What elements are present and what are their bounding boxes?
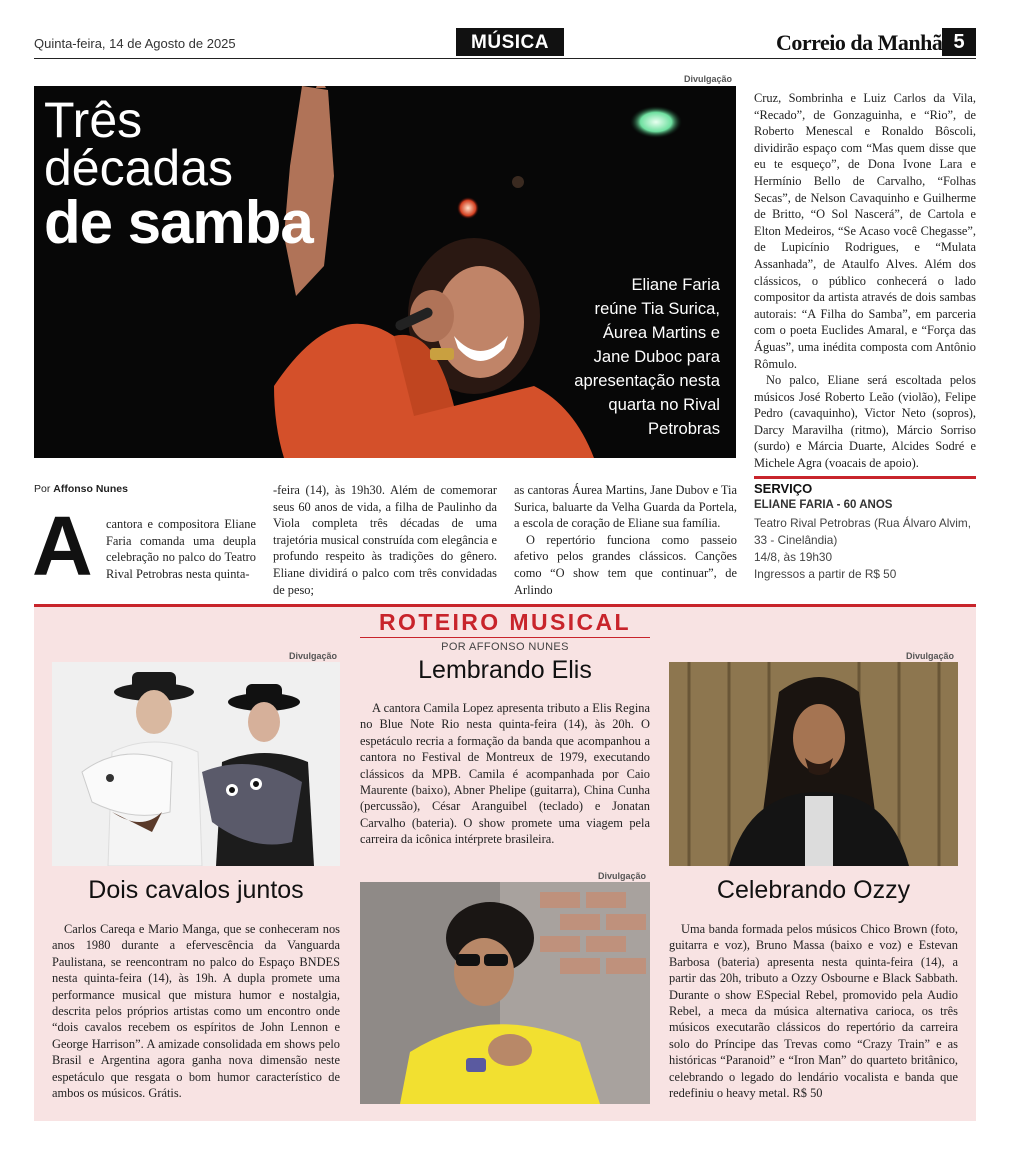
servico-rule [754,476,976,479]
byline-author: Affonso Nunes [53,483,128,495]
servico-event: ELIANE FARIA - 60 ANOS [754,499,893,511]
item2-text [360,700,650,848]
item3-text [669,921,958,1101]
byline-prefix: Por [34,483,51,495]
item1-text-p: Carlos Careqa e Mario Manga, que se conheceram nos anos 1980 durante a efervescência da Vanguarda Paulistana, se reencontram no palco do Espaço BNDES nesta quinta-feira (14), às 19h. A dupla promete uma performance musical que mistura humor e nostalgia, descrita pelos próprios artistas como um encontro onde “dois cavalos recebem os espíritos de John Lennon e George Harrison”. A amizade consolidada em shows pelo Brasil e Argentina agora ganha nova dimensão neste espetáculo que resgata o bom humor característico de ambos os músicos. Grátis. [52,922,340,1101]
hero-title-line2: décadas [44,140,234,196]
servico-when: 14/8, às 19h30 [754,550,833,564]
hero-lead-line: quarta no Rival [608,395,720,414]
item1-text [52,921,340,1101]
item3-text-p: Uma banda formada pelos músicos Chico Brown (foto, guitarra e voz), Bruno Massa (baixo e voz) e Estevan Barbosa (bateria) apresenta nesta quinta-feira (14), a partir das 20h, tributo a Ozzy Osbourne e Black Sabbath. Durante o show ESpecial Rebel, promovido pela Audio Rebel, a meca da música alternativa carioca, os três músicos executarão clássicos do repertório da carreira solo do Príncipe das Trevas como “Crazy Train” e as históricas “Paranoid” e “Iron Man” do quarteto britânico, celebrando o legado do lendário vocalista e banda que redefiniu o heavy metal. R$ 50 [669,922,958,1101]
item3-photo-illustration [669,662,958,866]
servico-details [754,515,976,583]
hero-title-line3: de samba [44,189,313,256]
article-col3-p2: O repertório funciona como passeio afetivo pelos grandes clássicos. Canções como “O show tem que continuar”, de Arlindo [514,532,737,597]
drop-cap: A [32,499,93,593]
article-col3 [514,482,737,598]
item2-title: Lembrando Elis [418,656,592,684]
section-badge: MÚSICA [456,28,564,56]
hero-photo-credit: Divulgação [684,74,733,84]
hero-lead-line: Áurea Martins e [602,323,720,342]
newspaper-brand: Correio da Manhã [776,30,943,55]
item2-text-p: A cantora Camila Lopez apresenta tributo a Elis Regina no Blue Note Rio nesta quinta-feira (14), às 20h. O espetáculo recria a formação da banda que acompanhou a cantora no Festival de Montreux de 1979, executando clássicos da MPB. Camila é acompanhada por Caio Maurente (baixo), Abner Phelipe (guitarra), China Cunha (percussão), César Aranguibel (teclado) e Jonatan Carvalho (bateria). O show promete uma viagem pela carreira da icônica intérprete brasileira. [360,701,650,847]
item1-photo [52,662,340,866]
servico-price: Ingressos a partir de R$ 50 [754,567,897,581]
item3-photo-credit: Divulgação [906,651,955,661]
article-col4-p1: Cruz, Sombrinha e Luiz Carlos da Vila, “Recado”, de Gonzaguinha, e “Rio”, de Roberto Menescal e Ronaldo Bôscoli, dividirão espaço com “Mas quem disse que eu te esqueço”, de Dona Ivone Lara e Hermínio Bello de Carvalho, “Folhas Secas”, de Nelson Cavaquinho e Guilherme de Britto, “O Sol Nascerá”, de Cartola e Elton Medeiros, “Se Acaso você Chegasse”, de Lupicínio Rodrigues, e “Mulata Assanhada”, de Ataulfo Alves. Além dos clássicos, o público conhecerá o lado compositor da artista através de dois sambas autorais: “A Filha do Samba”, em parceria com o poeta Euclides Amaral, e “Força das Águas”, uma inédita composta com Antônio Rômulo. [754,91,976,371]
article-col4-p2: No palco, Eliane será escoltada pelos músicos José Roberto Leão (violão), Felipe Pedro (cavaquinho), Victor Neto (sopros), Darcy Maravilha (ritmo), Márcio Sorriso (surdo) e Márcia Duarte, Alcides Sodré e Michele Agra (voacais de apoio). [754,373,976,471]
hero-lead-line: Petrobras [648,419,720,438]
item1-photo-credit: Divulgação [289,651,338,661]
item2-photo-credit: Divulgação [598,871,647,881]
item2-photo-illustration [360,882,650,1104]
hero-lead-line: reúne Tia Surica, [594,299,720,318]
item1-photo-illustration [52,662,340,866]
hero-lead [520,273,720,441]
servico-heading: SERVIÇO [754,481,813,496]
roteiro-title: ROTEIRO MUSICAL [379,609,631,635]
roteiro-title-underline [360,637,650,638]
roteiro-byline: POR AFFONSO NUNES [441,641,569,653]
servico-venue: Teatro Rival Petrobras (Rua Álvaro Alvim, 33 - Cinelândia) [754,516,972,547]
page-number: 5 [942,28,976,56]
item2-photo [360,882,650,1104]
hero-title-line1: Três [44,92,143,148]
header-date: Quinta-feira, 14 de Agosto de 2025 [34,36,236,51]
item3-photo [669,662,958,866]
article-col1: cantora e compositora Eliane Faria comanda uma deupla celebração no palco do Teatro Rival Petrobras nesta quinta- [106,517,256,581]
article-col3-p1: as cantoras Áurea Martins, Jane Dubov e Tia Surica, baluarte da Velha Guarda da Portela, a escola de coração de Eliane sua família. [514,483,737,531]
hero-lead-line: Eliane Faria [631,275,720,294]
article-col2: -feira (14), às 19h30. Além de comemorar seus 60 anos de vida, a filha de Paulinho da Viola completa três décadas de uma trajetória musical construída com elegância e profundo respeito às tradições do gênero. Eliane dividirá o palco com três convidadas de peso; [273,483,497,597]
item3-title: Celebrando Ozzy [716,876,911,904]
item1-title: Dois cavalos juntos [88,876,304,904]
article-col4 [754,90,976,472]
hero-lead-line: apresentação nesta [574,371,720,390]
header-rule [34,58,976,59]
hero-lead-line: Jane Duboc para [593,347,720,366]
byline [34,483,128,495]
